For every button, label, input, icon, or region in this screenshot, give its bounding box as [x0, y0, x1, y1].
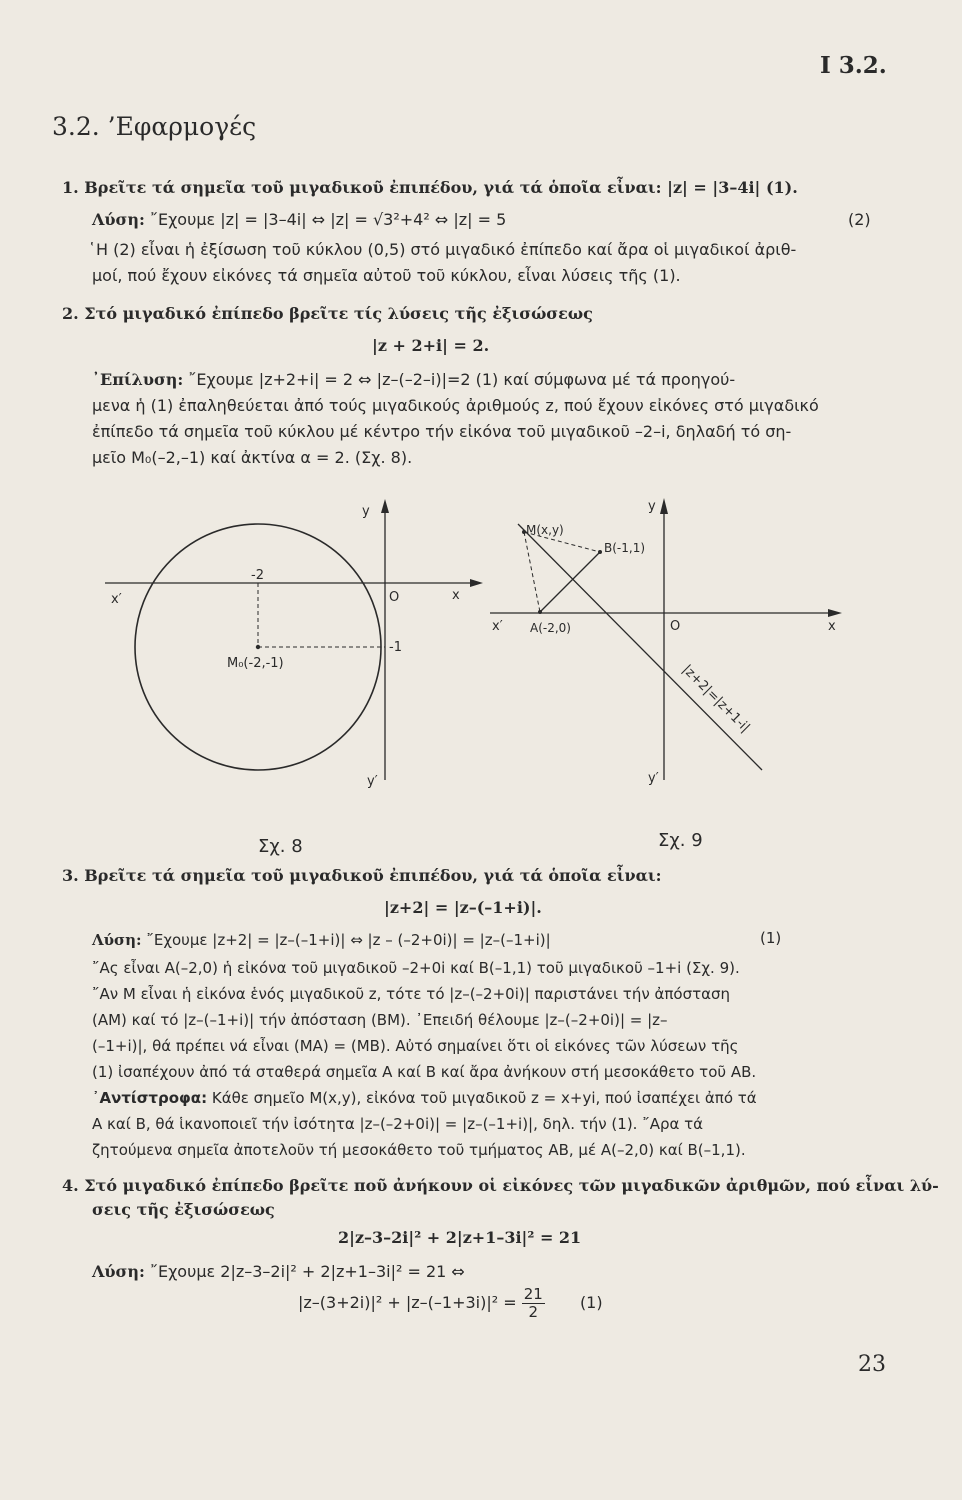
ex3-l4: (–1+i)|, θά πρέπει νά εἶναι (MA) = (MB). Αὐτό σημαίνει ὅτι οἱ εἰκόνες τῶν λύσεων τῆς — [92, 1037, 739, 1055]
fig8-tick-y-label: -1 — [389, 640, 402, 655]
fig8-y-arrow — [381, 499, 389, 513]
fig9-x-prime-label: x′ — [492, 619, 503, 634]
fig9-y-prime-label: y′ — [648, 771, 659, 786]
fig9-origin-label: O — [670, 619, 681, 634]
fig8-y-prime-label: y′ — [367, 774, 378, 789]
fig8-center-label: M₀(-2,-1) — [227, 656, 284, 671]
page-tag: I 3.2. — [820, 52, 887, 79]
ex4-equation: 2|z–3–2i|² + 2|z+1–3i|² = 21 — [338, 1228, 582, 1247]
ex3-l3: (AM) καί τό |z–(–1+i)| τήν ἀπόσταση (BM). ᾿Επειδή θέλουμε |z–(–2+0i)| = |z– — [92, 1011, 668, 1029]
fig9-segment-ab — [540, 552, 600, 612]
fig8-origin-label: O — [389, 590, 400, 605]
ex3-solution — [92, 930, 551, 950]
ex2-statement: 2. Στό μιγαδικό ἐπίπεδο βρεῖτε τίς λύσεις τῆς ἐξισώσεως — [62, 304, 593, 323]
ex4-frac-den: 2 — [528, 1303, 539, 1321]
ex3-sol-label: Λύση: — [92, 931, 142, 949]
ex3-l5: (1) ἰσαπέχουν ἀπό τά σταθερά σημεῖα A καί B καί ἄρα ἀνήκουν στή μεσοκάθετο τοῦ AB. — [92, 1063, 757, 1081]
ex4-eq2 — [298, 1286, 603, 1321]
ex1-sol-label: Λύση: — [92, 210, 145, 229]
fig9-perpendicular-bisector — [518, 524, 762, 770]
ex2-l1-text: ῎Εχουμε |z+2+i| = 2 ⇔ |z–(–2–i)|=2 (1) καί σύμφωνα μέ τά προηγού- — [188, 370, 736, 389]
fig8-center-point — [256, 645, 260, 649]
ex3-sol-ref: (1) — [760, 929, 782, 947]
ex2-l2: μενα ἡ (1) ἐπαληθεύεται ἀπό τούς μιγαδικούς ἀριθμούς z, πού ἔχουν εἰκόνες στό μιγαδικό — [92, 396, 819, 415]
ex1-sol-ref: (2) — [848, 210, 871, 229]
fig9-y-label: y — [648, 499, 656, 514]
ex2-l4: μεῖο M₀(–2,–1) καί ἀκτίνα α = 2. (Σχ. 8). — [92, 448, 413, 467]
ex2-equation: |z + 2+i| = 2. — [372, 336, 490, 355]
fig9-x-label: x — [828, 619, 836, 634]
fig9-x-arrow — [828, 609, 842, 617]
ex3-conv-label: ᾿Αντίστροφα: — [92, 1089, 208, 1107]
fig9-y-arrow — [660, 498, 668, 514]
fig9-point-m-label: M(x,y) — [526, 523, 564, 537]
ex3-sol-text: ῎Εχουμε |z+2| = |z–(–1+i)| ⇔ |z – (–2+0i)| = |z–(–1+i)| — [146, 931, 551, 949]
fig8-y-label: y — [362, 504, 370, 519]
ex4-sol-text: ῎Εχουμε 2|z–3–2i|² + 2|z+1–3i|² = 21 ⇔ — [149, 1262, 465, 1281]
ex4-s2: σεις τῆς ἐξισώσεως — [92, 1200, 275, 1219]
ex3-l2: ῎Αν M εἶναι ἡ εἰκόνα ἑνός μιγαδικοῦ z, τότε τό |z–(–2+0i)| παριστάνει τήν ἀπόσταση — [92, 985, 731, 1003]
ex2-l3: ἐπίπεδο τά σημεῖα τοῦ κύκλου μέ κέντρο τήν εἰκόνα τοῦ μιγαδικοῦ –2–i, δηλαδή τό ση- — [92, 422, 792, 441]
fig9-point-b-label: B(-1,1) — [604, 541, 646, 555]
figure-9 — [488, 490, 848, 800]
fig8-tick-x-label: -2 — [251, 568, 264, 583]
ex4-eq2-left: |z–(3+2i)|² + |z–(–1+3i)|² = — [298, 1293, 517, 1312]
ex3-equation: |z+2| = |z–(–1+i)|. — [384, 898, 542, 917]
fig9-line-label: |z+2|=|z+1-i| — [679, 662, 753, 736]
ex3-l7: A καί B, θά ἱκανοποιεῖ τήν ἰσότητα |z–(–2+0i)| = |z–(–1+i)|, δηλ. τήν (1). ῎Αρα τά — [92, 1115, 704, 1133]
ex3-l1: ῎Ας εἶναι A(–2,0) ἡ εἰκόνα τοῦ μιγαδικοῦ –2+0i καί B(–1,1) τοῦ μιγαδικοῦ –1+i (Σχ. 9). — [92, 959, 740, 977]
fig9-caption: Σχ. 9 — [658, 830, 703, 851]
fig8-caption: Σχ. 8 — [258, 836, 303, 857]
ex3-l6 — [92, 1088, 757, 1108]
ex3-statement: 3. Βρεῖτε τά σημεῖα τοῦ μιγαδικοῦ ἐπιπέδου, γιά τά ὁποῖα εἶναι: — [62, 866, 662, 885]
page-number: 23 — [858, 1352, 886, 1377]
ex4-solution — [92, 1262, 465, 1282]
ex1-solution — [92, 210, 506, 230]
fig8-x-label: x — [452, 588, 460, 603]
ex3-l8: ζητούμενα σημεῖα ἀποτελοῦν τή μεσοκάθετο τοῦ τμήματος AB, μέ A(–2,0) καί B(–1,1). — [92, 1141, 746, 1159]
ex4-sol-label: Λύση: — [92, 1262, 145, 1281]
ex1-p1: ῾Η (2) εἶναι ἡ ἐξίσωση τοῦ κύκλου (0,5) στό μιγαδικό ἐπίπεδο καί ἄρα οἱ μιγαδικοί ἀριθ- — [88, 240, 797, 259]
fig8-x-prime-label: x′ — [111, 592, 122, 607]
fig9-point-b — [598, 550, 602, 554]
fig8-x-arrow — [470, 579, 483, 587]
ex3-l6-text: Κάθε σημεῖο M(x,y), εἰκόνα τοῦ μιγαδικοῦ z = x+yi, πού ἰσαπέχει ἀπό τά — [211, 1089, 757, 1107]
ex4-eq2-ref: (1) — [579, 1293, 603, 1312]
ex4-s1: 4. Στό μιγαδικό ἐπίπεδο βρεῖτε ποῦ ἀνήκουν οἱ εἰκόνες τῶν μιγαδικῶν ἀριθμῶν, πού εἶναι λύ- — [62, 1176, 939, 1195]
fig9-point-a — [538, 610, 542, 614]
ex2-l1 — [92, 370, 735, 390]
ex4-fraction — [522, 1286, 545, 1321]
ex1-sol-text: ῎Εχουμε |z| = |3–4i| ⇔ |z| = √3²+4² ⇔ |z| = 5 — [149, 210, 507, 229]
section-title: 3.2. ’Εφαρμογές — [52, 112, 257, 141]
figure-8 — [95, 495, 485, 805]
ex1-p2: μοί, πού ἔχουν εἰκόνες τά σημεῖα αὐτοῦ τοῦ κύκλου, εἶναι λύσεις τῆς (1). — [92, 266, 681, 285]
ex4-frac-num: 21 — [523, 1285, 543, 1303]
ex2-sol-label: ᾿Επίλυση: — [92, 370, 184, 389]
ex1-statement: 1. Βρεῖτε τά σημεῖα τοῦ μιγαδικοῦ ἐπιπέδου, γιά τά ὁποῖα εἶναι: |z| = |3–4i| (1). — [62, 178, 798, 197]
fig9-point-a-label: A(-2,0) — [530, 621, 571, 635]
